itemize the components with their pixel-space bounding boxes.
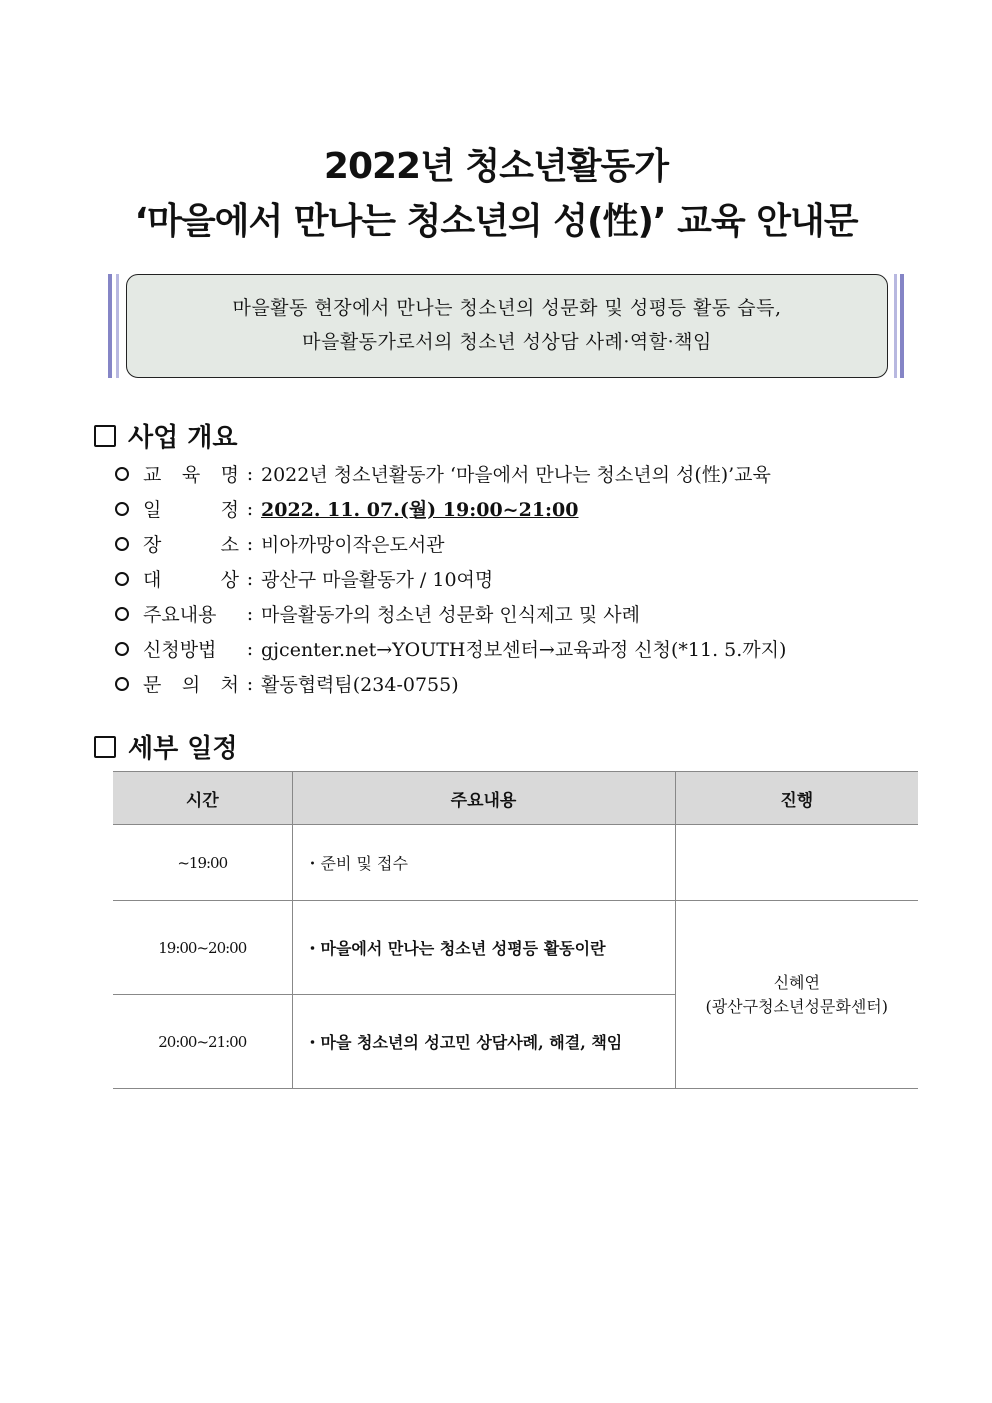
overview-value: gjcenter.net→YOUTH정보센터→교육과정 신청(*11. 5.까지) bbox=[261, 639, 787, 661]
overview-colon: : bbox=[246, 672, 254, 695]
summary-left-bar-inner bbox=[116, 274, 119, 378]
overview-label bbox=[143, 495, 239, 522]
circle-bullet-icon bbox=[115, 572, 129, 586]
overview-label-char: 신청방법 bbox=[143, 639, 217, 661]
presenter-empty-cell bbox=[675, 825, 918, 901]
overview-label-char: 장 bbox=[143, 534, 162, 556]
overview-value: 2022. 11. 07.(월) 19:00~21:00 bbox=[261, 499, 579, 521]
section-schedule-heading bbox=[94, 728, 238, 765]
overview-item bbox=[115, 456, 915, 491]
summary-right-bar-inner bbox=[894, 274, 897, 378]
circle-bullet-icon bbox=[115, 467, 129, 481]
overview-label-char: 소 bbox=[220, 534, 239, 556]
time-cell: 20:00~21:00 bbox=[113, 995, 292, 1089]
presenter-name: 신혜연 bbox=[773, 972, 820, 992]
document-title-line1: 2022년 청소년활동가 bbox=[323, 146, 669, 187]
overview-label bbox=[143, 530, 239, 557]
overview-item bbox=[115, 491, 915, 526]
overview-item bbox=[115, 666, 915, 701]
checkbox-square-icon bbox=[94, 736, 116, 758]
header-presenter: 진행 bbox=[675, 772, 918, 825]
overview-label bbox=[143, 460, 239, 487]
overview-label-char: 문 bbox=[143, 674, 162, 696]
checkbox-square-icon bbox=[94, 425, 116, 447]
summary-line1: 마을활동 현장에서 만나는 청소년의 성문화 및 성평등 활동 습득, bbox=[232, 297, 782, 319]
content-cell: ・마을에서 만나는 청소년 성평등 활동이란 bbox=[292, 901, 675, 995]
section-overview-heading bbox=[94, 417, 238, 454]
overview-label-char: 일 bbox=[143, 499, 162, 521]
circle-bullet-icon bbox=[115, 642, 129, 656]
overview-label bbox=[143, 600, 239, 627]
overview-item bbox=[115, 596, 915, 631]
schedule-table bbox=[113, 771, 918, 1089]
overview-colon: : bbox=[246, 637, 254, 660]
overview-label bbox=[143, 565, 239, 592]
overview-item bbox=[115, 526, 915, 561]
overview-label-char: 육 bbox=[181, 464, 201, 486]
overview-label-char: 정 bbox=[220, 499, 239, 521]
overview-label-char: 명 bbox=[220, 464, 239, 486]
overview-colon: : bbox=[246, 602, 254, 625]
overview-label-char: 교 bbox=[143, 464, 162, 486]
summary-box bbox=[126, 274, 888, 378]
overview-label bbox=[143, 670, 239, 697]
overview-colon: : bbox=[246, 567, 254, 590]
header-time: 시간 bbox=[113, 772, 292, 825]
overview-value: 광산구 마을활동가 / 10여명 bbox=[261, 569, 494, 591]
presenter-org: (광산구청소년성문화센터) bbox=[705, 996, 888, 1016]
overview-label-char: 처 bbox=[220, 674, 239, 696]
overview-label-char: 상 bbox=[220, 569, 239, 591]
overview-value: 활동협력팀(234-0755) bbox=[261, 674, 459, 696]
schedule-header-row bbox=[113, 772, 918, 825]
document-title-line2: ‘마을에서 만나는 청소년의 성(性)’ 교육 안내문 bbox=[134, 201, 858, 242]
section-overview-title: 사업 개요 bbox=[128, 423, 238, 453]
overview-value: 비아까망이작은도서관 bbox=[261, 534, 445, 556]
table-row bbox=[113, 825, 918, 901]
overview-colon: : bbox=[246, 497, 254, 520]
overview-label-char: 의 bbox=[181, 674, 201, 696]
summary-right-bar bbox=[900, 274, 904, 378]
section-schedule-title: 세부 일정 bbox=[128, 734, 238, 764]
overview-list bbox=[115, 456, 915, 701]
summary-left-bar bbox=[108, 274, 112, 378]
header-content: 주요내용 bbox=[292, 772, 675, 825]
summary-line2: 마을활동가로서의 청소년 성상담 사례·역할·책임 bbox=[302, 331, 712, 353]
circle-bullet-icon bbox=[115, 607, 129, 621]
overview-value: 마을활동가의 청소년 성문화 인식제고 및 사례 bbox=[261, 604, 640, 626]
overview-value: 2022년 청소년활동가 ‘마을에서 만나는 청소년의 성(性)’교육 bbox=[261, 464, 771, 486]
content-cell: ・준비 및 접수 bbox=[292, 825, 675, 901]
overview-label-char: 대 bbox=[143, 569, 162, 591]
time-cell: 19:00~20:00 bbox=[113, 901, 292, 995]
time-cell: ~19:00 bbox=[113, 825, 292, 901]
circle-bullet-icon bbox=[115, 502, 129, 516]
overview-item bbox=[115, 561, 915, 596]
overview-item bbox=[115, 631, 915, 666]
table-row bbox=[113, 901, 918, 995]
overview-colon: : bbox=[246, 532, 254, 555]
overview-label-char: 주요내용 bbox=[143, 604, 217, 626]
presenter-cell bbox=[675, 901, 918, 1089]
overview-label bbox=[143, 635, 239, 662]
circle-bullet-icon bbox=[115, 677, 129, 691]
overview-colon: : bbox=[246, 462, 254, 485]
circle-bullet-icon bbox=[115, 537, 129, 551]
content-cell: ・마을 청소년의 성고민 상담사례, 해결, 책임 bbox=[292, 995, 675, 1089]
